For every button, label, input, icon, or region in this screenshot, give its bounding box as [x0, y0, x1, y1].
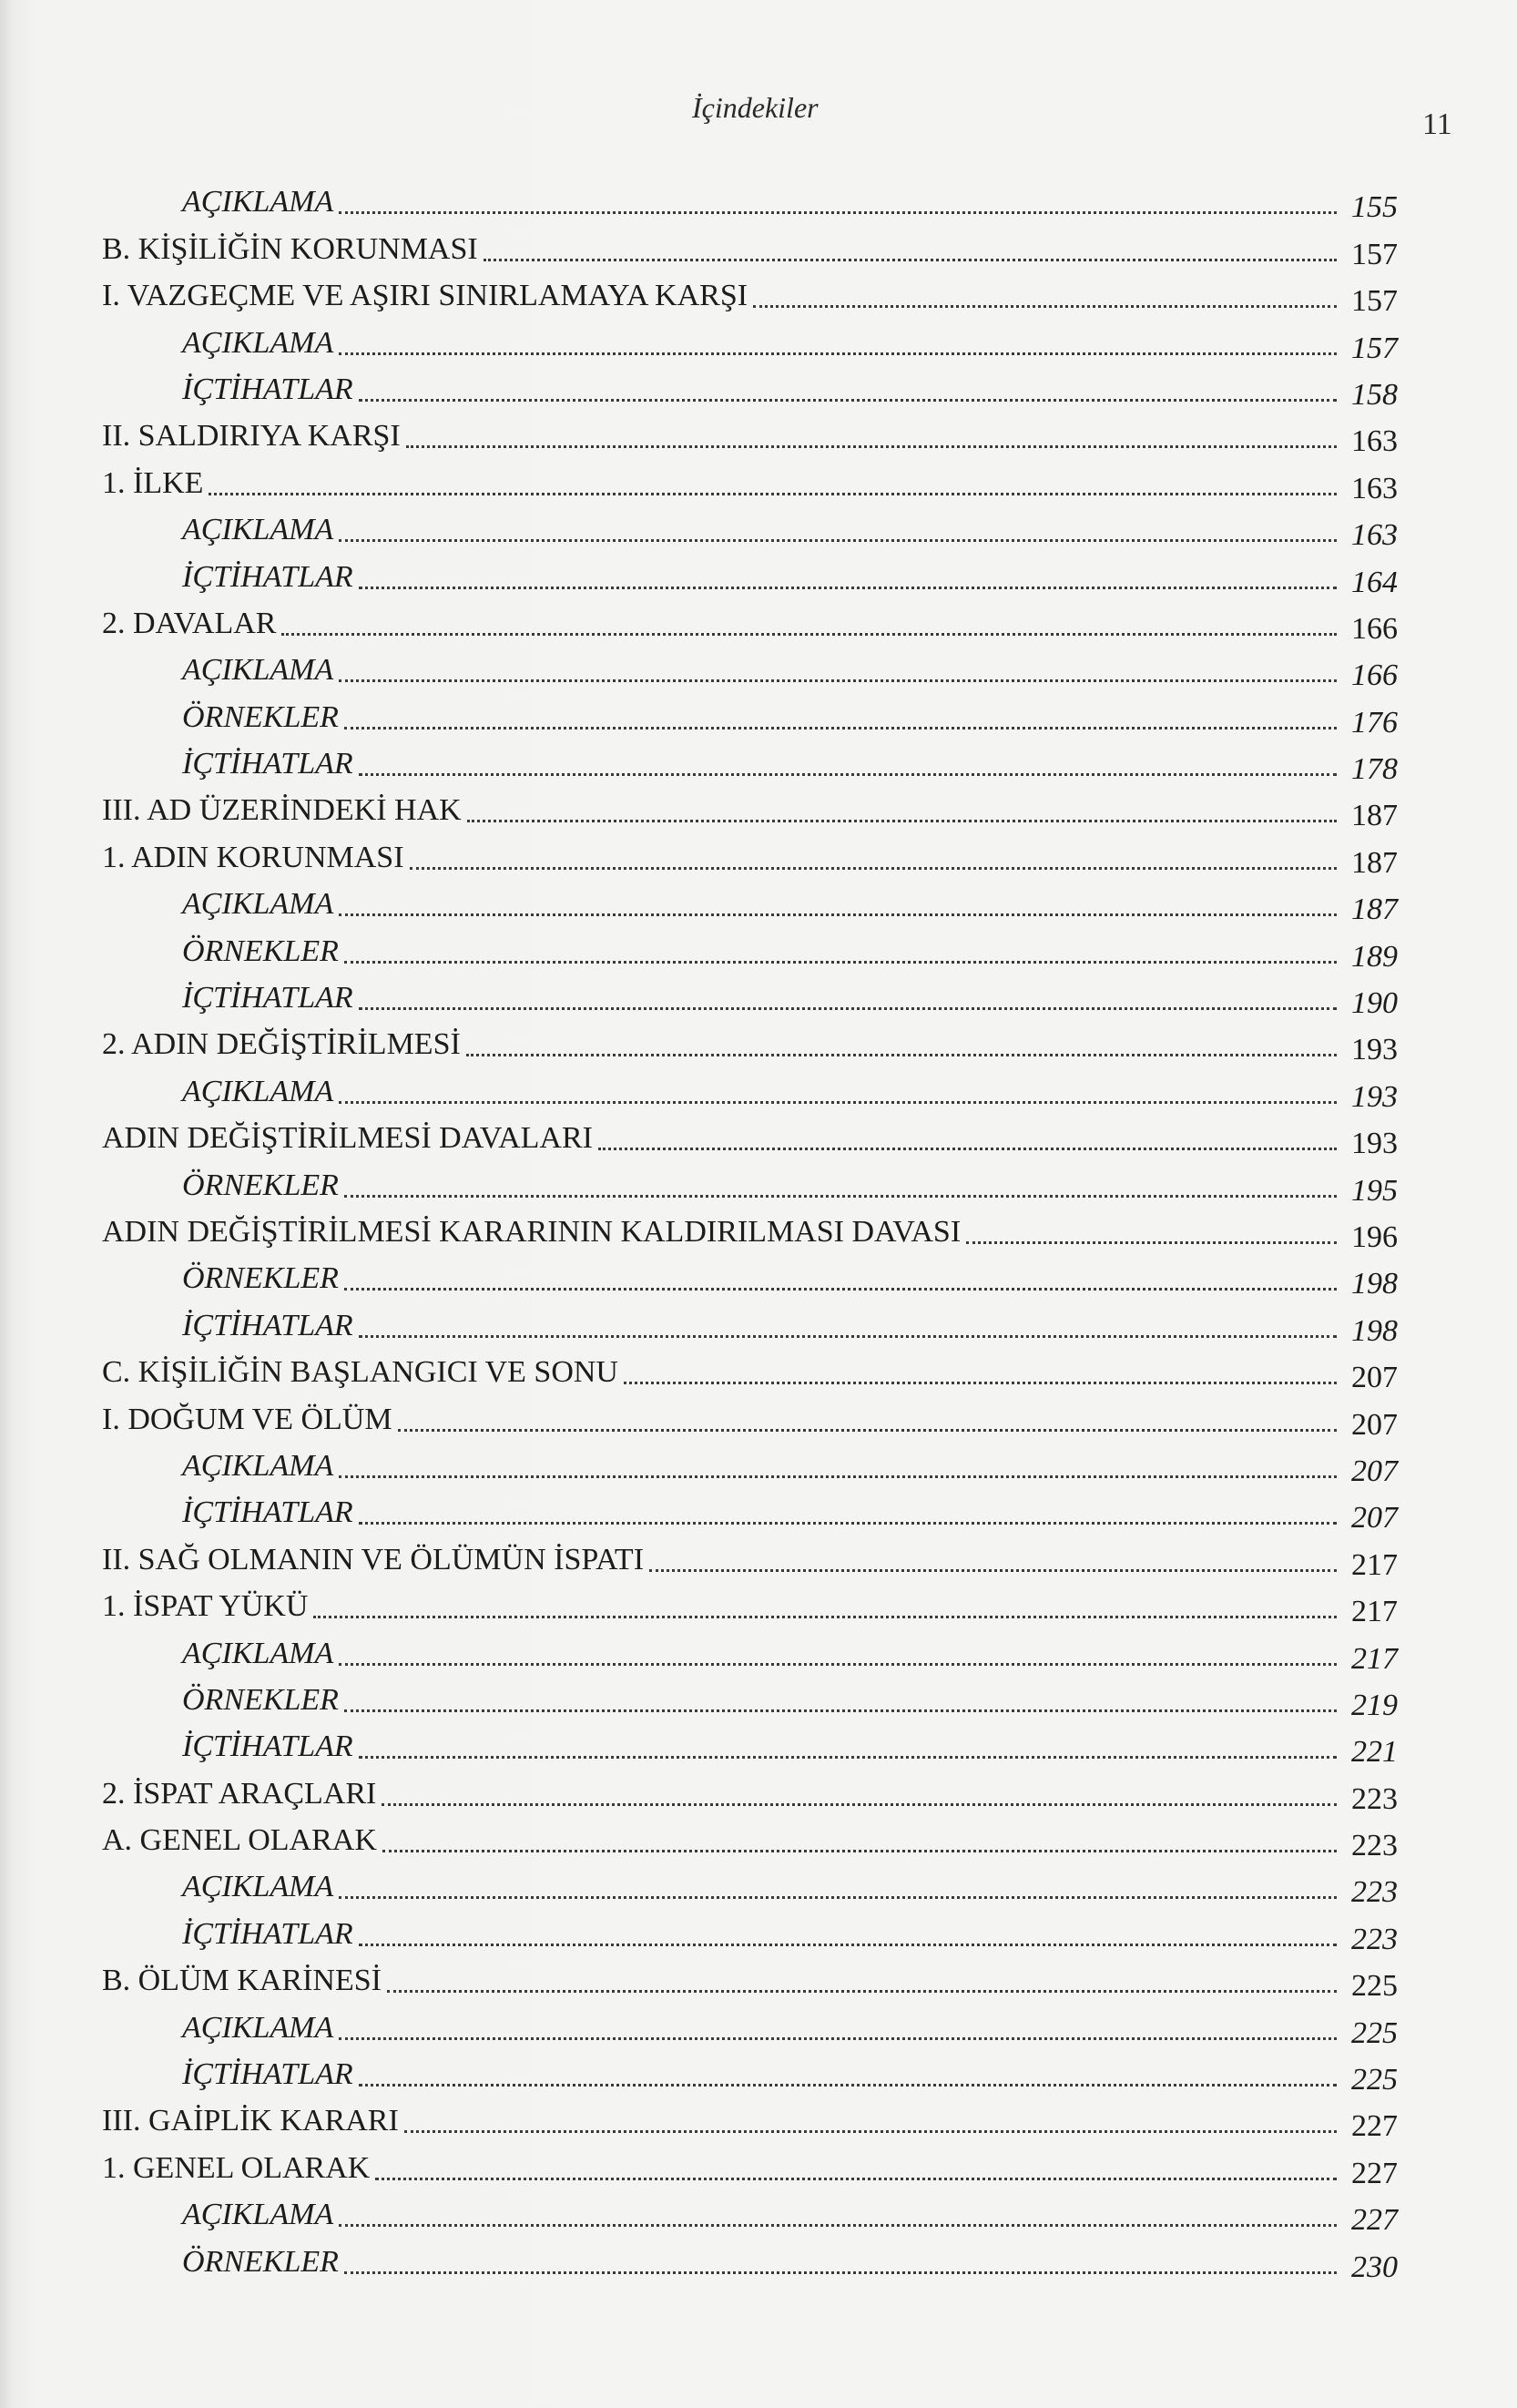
toc-entry-page: 178	[1351, 752, 1398, 787]
toc-entry-page: 223	[1351, 1781, 1398, 1816]
toc-entry-title: AÇIKLAMA	[182, 185, 334, 219]
toc-entry-title: AÇIKLAMA	[182, 1074, 334, 1108]
toc-entry-title: ÖRNEKLER	[182, 2244, 339, 2279]
toc-entry-title: AÇIKLAMA	[182, 513, 334, 547]
toc-entry[interactable]	[0, 1349, 1517, 1395]
toc-entry-page: 196	[1351, 1219, 1398, 1254]
toc-entry-page: 219	[1351, 1688, 1398, 1722]
toc-dot-leader	[344, 1709, 1337, 1712]
toc-dot-leader	[339, 1663, 1337, 1666]
toc-dot-leader	[359, 1522, 1337, 1525]
toc-entry[interactable]	[0, 1770, 1517, 1816]
toc-entry-title: AÇIKLAMA	[182, 653, 334, 688]
running-title: İçindekiler	[692, 91, 819, 124]
toc-entry-page: 187	[1351, 799, 1398, 833]
toc-entry-page: 189	[1351, 939, 1398, 974]
toc-entry-title: İÇTİHATLAR	[182, 1729, 353, 1764]
toc-entry-page: 193	[1351, 1127, 1398, 1161]
toc-entry-title: 2. DAVALAR	[102, 606, 277, 640]
toc-entry-title: 2. ADIN DEĞİŞTİRİLMESİ	[102, 1027, 461, 1062]
toc-dot-leader	[339, 211, 1337, 214]
toc-dot-leader	[466, 1054, 1337, 1056]
toc-dot-leader	[209, 493, 1337, 495]
toc-entry-page: 157	[1351, 237, 1398, 271]
toc-dot-leader	[467, 820, 1337, 822]
toc-dot-leader	[484, 259, 1337, 261]
toc-entry-page: 157	[1351, 331, 1398, 365]
toc-entry-page: 176	[1351, 705, 1398, 740]
toc-entry-title: İÇTİHATLAR	[182, 559, 353, 594]
toc-entry[interactable]	[0, 179, 1517, 225]
toc-entry-title: B. KİŞİLİĞİN KORUNMASI	[102, 231, 478, 266]
toc-entry-title: ADIN DEĞİŞTİRİLMESİ KARARININ KALDIRILMASI DAVASI	[102, 1214, 962, 1249]
toc-dot-leader	[359, 773, 1337, 776]
toc-entry[interactable]	[0, 1067, 1517, 1114]
toc-entry[interactable]	[0, 1209, 1517, 1255]
toc-dot-leader	[649, 1569, 1337, 1572]
toc-dot-leader	[410, 867, 1337, 870]
toc-entry[interactable]	[0, 1677, 1517, 1723]
toc-entry[interactable]	[0, 600, 1517, 647]
toc-dot-leader	[339, 1475, 1337, 1478]
toc-entry-page: 221	[1351, 1735, 1398, 1770]
toc-entry-page: 158	[1351, 377, 1398, 412]
toc-dot-leader	[753, 305, 1337, 308]
toc-entry-page: 164	[1351, 565, 1398, 599]
toc-dot-leader	[359, 1007, 1337, 1010]
toc-entry-page: 227	[1351, 2203, 1398, 2238]
toc-entry-page: 155	[1351, 190, 1398, 225]
toc-entry[interactable]	[0, 927, 1517, 974]
toc-entry[interactable]	[0, 2004, 1517, 2050]
toc-entry-title: 2. İSPAT ARAÇLARI	[102, 1776, 377, 1811]
toc-entry-page: 190	[1351, 986, 1398, 1021]
toc-entry[interactable]	[0, 2051, 1517, 2097]
toc-dot-leader	[281, 633, 1337, 636]
toc-entry[interactable]	[0, 833, 1517, 880]
toc-dot-leader	[398, 1429, 1337, 1432]
toc-entry-page: 193	[1351, 1079, 1398, 1114]
toc-entry-title: İÇTİHATLAR	[182, 747, 353, 781]
toc-dot-leader	[404, 2130, 1337, 2133]
toc-entry-page: 166	[1351, 658, 1398, 693]
toc-entry-page: 225	[1351, 2063, 1398, 2097]
toc-entry-title: AÇIKLAMA	[182, 1870, 334, 1904]
toc-entry[interactable]	[0, 974, 1517, 1021]
toc-entry-title: İÇTİHATLAR	[182, 2057, 353, 2092]
toc-dot-leader	[375, 2178, 1337, 2180]
toc-dot-leader	[344, 727, 1337, 730]
toc-entry-page: 225	[1351, 1969, 1398, 2004]
toc-entry[interactable]	[0, 1115, 1517, 1161]
toc-dot-leader	[344, 1288, 1337, 1291]
toc-entry-title: A. GENEL OLARAK	[102, 1823, 377, 1858]
toc-entry-title: AÇIKLAMA	[182, 1636, 334, 1670]
toc-entry-page: 207	[1351, 1454, 1398, 1488]
toc-dot-leader	[344, 2271, 1337, 2274]
toc-entry-page: 227	[1351, 2109, 1398, 2144]
toc-entry[interactable]	[0, 647, 1517, 693]
toc-entry-title: ÖRNEKLER	[182, 1168, 339, 1202]
toc-entry-page: 223	[1351, 1875, 1398, 1910]
toc-entry[interactable]	[0, 1021, 1517, 1067]
toc-entry[interactable]	[0, 1910, 1517, 1956]
toc-entry-page: 207	[1351, 1501, 1398, 1536]
toc-entry[interactable]	[0, 2238, 1517, 2284]
toc-entry[interactable]	[0, 1629, 1517, 1676]
toc-entry-title: III. AD ÜZERİNDEKİ HAK	[102, 793, 462, 828]
toc-entry-page: 187	[1351, 893, 1398, 927]
toc-dot-leader	[382, 1850, 1337, 1852]
toc-entry[interactable]	[0, 1817, 1517, 1863]
toc-entry-page: 163	[1351, 471, 1398, 505]
toc-entry[interactable]	[0, 740, 1517, 787]
toc-entry-title: I. DOĞUM VE ÖLÜM	[102, 1402, 392, 1436]
toc-entry-title: AÇIKLAMA	[182, 2198, 334, 2232]
toc-entry[interactable]	[0, 225, 1517, 271]
toc-entry[interactable]	[0, 413, 1517, 459]
toc-entry[interactable]	[0, 787, 1517, 833]
toc-dot-leader	[339, 679, 1337, 682]
toc-entry-title: İÇTİHATLAR	[182, 372, 353, 406]
toc-entry-title: II. SALDIRIYA KARŞI	[102, 419, 401, 454]
toc-entry-title: 1. İSPAT YÜKÜ	[102, 1589, 309, 1624]
toc-entry[interactable]	[0, 1161, 1517, 1208]
toc-entry-title: AÇIKLAMA	[182, 325, 334, 360]
toc-entry-page: 166	[1351, 611, 1398, 646]
toc-entry-page: 198	[1351, 1313, 1398, 1348]
toc-entry-title: 1. ADIN KORUNMASI	[102, 840, 404, 874]
toc-entry-page: 223	[1351, 1922, 1398, 1956]
toc-entry[interactable]	[0, 553, 1517, 599]
toc-entry[interactable]	[0, 2144, 1517, 2190]
toc-entry-page: 198	[1351, 1267, 1398, 1301]
toc-dot-leader	[339, 913, 1337, 916]
toc-entry-page: 217	[1351, 1547, 1398, 1582]
toc-entry[interactable]	[0, 506, 1517, 553]
toc-entry[interactable]	[0, 319, 1517, 365]
toc-entry[interactable]	[0, 2191, 1517, 2238]
toc-dot-leader	[598, 1148, 1337, 1150]
toc-entry-page: 217	[1351, 1641, 1398, 1676]
toc-dot-leader	[339, 2037, 1337, 2040]
toc-dot-leader	[359, 587, 1337, 589]
toc-entry[interactable]	[0, 1863, 1517, 1910]
toc-dot-leader	[966, 1241, 1337, 1244]
toc-dot-leader	[406, 445, 1337, 448]
toc-entry[interactable]	[0, 1395, 1517, 1442]
toc-entry-title: 1. İLKE	[102, 465, 204, 500]
toc-entry-page: 157	[1351, 284, 1398, 319]
toc-entry[interactable]	[0, 1489, 1517, 1536]
toc-entry-title: AÇIKLAMA	[182, 2010, 334, 2045]
toc-dot-leader	[344, 1195, 1337, 1198]
toc-dot-leader	[313, 1616, 1337, 1618]
toc-entry-title: B. ÖLÜM KARİNESİ	[102, 1964, 382, 1998]
toc-entry-title: İÇTİHATLAR	[182, 1308, 353, 1342]
toc-dot-leader	[387, 1990, 1337, 1993]
toc-entry-title: İÇTİHATLAR	[182, 1495, 353, 1530]
toc-entry-page: 225	[1351, 2015, 1398, 2050]
toc-dot-leader	[359, 1756, 1337, 1759]
toc-entry-page: 217	[1351, 1595, 1398, 1629]
toc-entry[interactable]	[0, 1957, 1517, 2004]
toc-entry[interactable]	[0, 459, 1517, 505]
toc-entry-page: 163	[1351, 518, 1398, 553]
toc-dot-leader	[339, 539, 1337, 542]
toc-dot-leader	[359, 2084, 1337, 2087]
toc-entry[interactable]	[0, 1301, 1517, 1348]
toc-dot-leader	[359, 399, 1337, 402]
toc-entry[interactable]	[0, 881, 1517, 927]
toc-entry-page: 230	[1351, 2250, 1398, 2284]
toc-entry[interactable]	[0, 2097, 1517, 2144]
toc-entry-title: ÖRNEKLER	[182, 1682, 339, 1717]
toc-dot-leader	[339, 2224, 1337, 2227]
toc-entry-title: ÖRNEKLER	[182, 1261, 339, 1296]
toc-dot-leader	[624, 1382, 1337, 1384]
toc-entry-page: 227	[1351, 2156, 1398, 2190]
toc-entry[interactable]	[0, 366, 1517, 413]
toc-entry-title: İÇTİHATLAR	[182, 1916, 353, 1951]
toc-dot-leader	[339, 352, 1337, 355]
toc-entry[interactable]	[0, 1583, 1517, 1629]
toc-entry-page: 163	[1351, 424, 1398, 459]
toc-dot-leader	[344, 961, 1337, 964]
toc-entry[interactable]	[0, 1255, 1517, 1301]
toc-entry-title: ÖRNEKLER	[182, 934, 339, 968]
toc-entry-page: 195	[1351, 1173, 1398, 1208]
toc-entry[interactable]	[0, 1536, 1517, 1582]
toc-entry-title: I. VAZGEÇME VE AŞIRI SINIRLAMAYA KARŞI	[102, 279, 748, 313]
toc-entry-title: II. SAĞ OLMANIN VE ÖLÜMÜN İSPATI	[102, 1542, 645, 1576]
toc-entry-title: AÇIKLAMA	[182, 887, 334, 922]
toc-entry-title: AÇIKLAMA	[182, 1448, 334, 1483]
page-number: 11	[1422, 107, 1452, 141]
toc-entry-title: ADIN DEĞİŞTİRİLMESİ DAVALARI	[102, 1121, 593, 1156]
toc-entry-page: 207	[1351, 1361, 1398, 1395]
toc-entry-title: 1. GENEL OLARAK	[102, 2150, 371, 2185]
toc-entry-page: 223	[1351, 1829, 1398, 1863]
toc-entry[interactable]	[0, 693, 1517, 740]
toc-entry-page: 207	[1351, 1407, 1398, 1442]
toc-entry[interactable]	[0, 272, 1517, 319]
toc-entry-page: 187	[1351, 845, 1398, 880]
toc-dot-leader	[339, 1101, 1337, 1104]
toc-dot-leader	[382, 1803, 1337, 1806]
table-of-contents	[0, 179, 1517, 2285]
toc-entry-title: III. GAİPLİK KARARI	[102, 2104, 399, 2138]
toc-entry[interactable]	[0, 1723, 1517, 1770]
toc-entry-page: 193	[1351, 1033, 1398, 1067]
toc-dot-leader	[339, 1896, 1337, 1899]
toc-dot-leader	[359, 1944, 1337, 1946]
toc-entry-title: İÇTİHATLAR	[182, 981, 353, 1015]
toc-dot-leader	[359, 1335, 1337, 1338]
toc-entry-title: C. KİŞİLİĞİN BAŞLANGICI VE SONU	[102, 1355, 618, 1390]
toc-entry-title: ÖRNEKLER	[182, 699, 339, 734]
toc-entry[interactable]	[0, 1443, 1517, 1489]
